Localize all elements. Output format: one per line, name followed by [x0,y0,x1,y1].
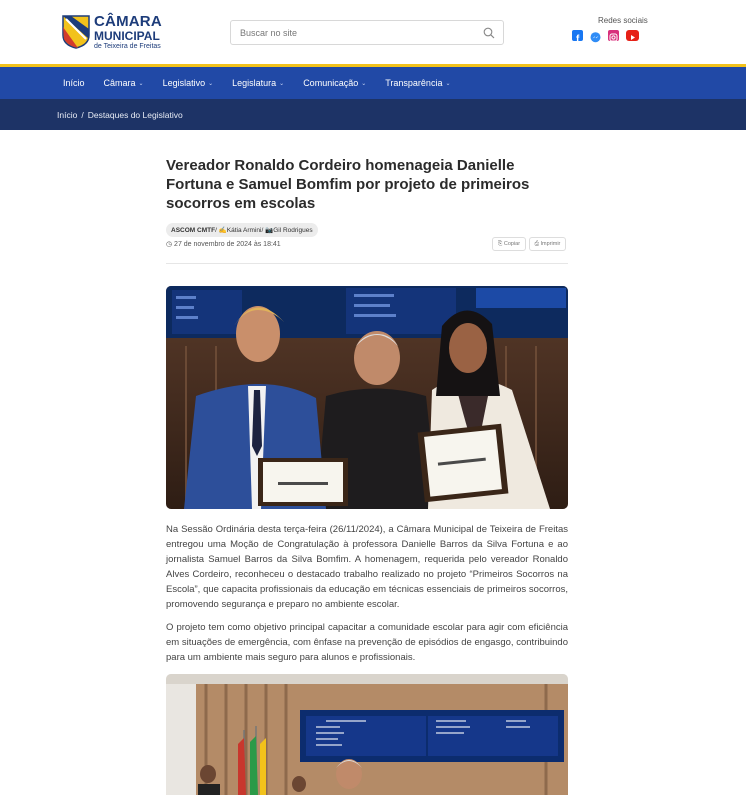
search-icon[interactable] [483,27,495,39]
chevron-down-icon: ⌄ [361,80,367,87]
facebook-icon[interactable] [572,30,583,41]
search-input[interactable] [231,21,461,44]
search-box [230,20,504,45]
breadcrumb-separator: / [81,110,84,120]
credit-author: Kátia Armini [226,226,262,234]
logo-line3: de Teixeira de Freitas [94,43,161,50]
messenger-icon[interactable] [590,30,601,41]
article-credits [166,223,318,237]
copy-button[interactable]: ⎘ Copiar [492,237,526,251]
article-paragraph: O projeto tem como objetivo principal capacitar a comunidade escolar para agir com eficiência em situações de emergência, com ênfase na prevenção de episódios de engasgo, contribuindo para um ambiente mais seguro para alunos e profissionais. [166,622,568,663]
instagram-icon[interactable] [608,30,619,41]
breadcrumb-current: Destaques do Legislativo [87,110,183,120]
credit-photo-sep: / 📷 [261,227,274,234]
svg-text:f: f [576,34,580,43]
article-date: ◷ 27 de novembro de 2024 às 18:41 [166,241,281,248]
site-header [0,0,746,64]
social-label: Redes sociais [598,16,648,25]
nav-item-comunicacao[interactable]: Comunicação ⌄ [303,78,367,88]
chevron-down-icon: ⌄ [279,80,285,87]
site-logo[interactable] [62,14,162,50]
article-title: Vereador Ronaldo Cordeiro homenageia Danielle Fortuna e Samuel Bomfim por projeto de primeiros socorros em escolas [166,157,530,212]
article-header [166,156,568,213]
divider [166,263,568,264]
nav-item-inicio[interactable]: Início [63,78,85,88]
logo-line1: CÂMARA [94,13,162,30]
breadcrumb [0,99,746,130]
main-nav [0,67,746,99]
article-photo-plenary [166,674,568,795]
chevron-down-icon: ⌄ [208,80,214,87]
logo-line2: MUNICIPAL [94,29,160,43]
credit-source: ASCOM CMTF [171,226,216,234]
nav-item-legislatura[interactable]: Legislatura ⌄ [232,78,285,88]
youtube-icon[interactable] [626,30,639,41]
social-links [572,30,639,41]
article-photo-honorees [166,286,568,509]
coat-of-arms-icon [62,15,90,49]
credit-author-sep: / ✍ [215,227,227,234]
chevron-down-icon: ⌄ [445,80,451,87]
nav-item-camara[interactable]: Câmara ⌄ [103,78,144,88]
breadcrumb-home[interactable]: Início [57,110,78,120]
credit-photographer: Gil Rodrigues [273,226,313,234]
nav-item-transparencia[interactable]: Transparência ⌄ [385,78,451,88]
article-paragraph: Na Sessão Ordinária desta terça-feira (26/11/2024), a Câmara Municipal de Teixeira de Freitas entregou uma Moção de Congratulação à professora Danielle Barros da Silva Fortuna e ao jornalista Samuel Barros da Silva Bomfim. A homenagem, requerida pelo vereador Ronaldo Alves Cordeiro, reconheceu o destacado trabalho realizado no projeto “Primeiros Socorros na Escola”, que capacita profissionais da educação em técnicas essenciais de primeiros socorros, promovendo segurança e preparo no ambiente escolar. [166,524,568,610]
nav-item-legislativo[interactable]: Legislativo ⌄ [162,78,214,88]
chevron-down-icon: ⌄ [138,80,144,87]
print-button[interactable]: ⎙ Imprimir [529,237,566,251]
